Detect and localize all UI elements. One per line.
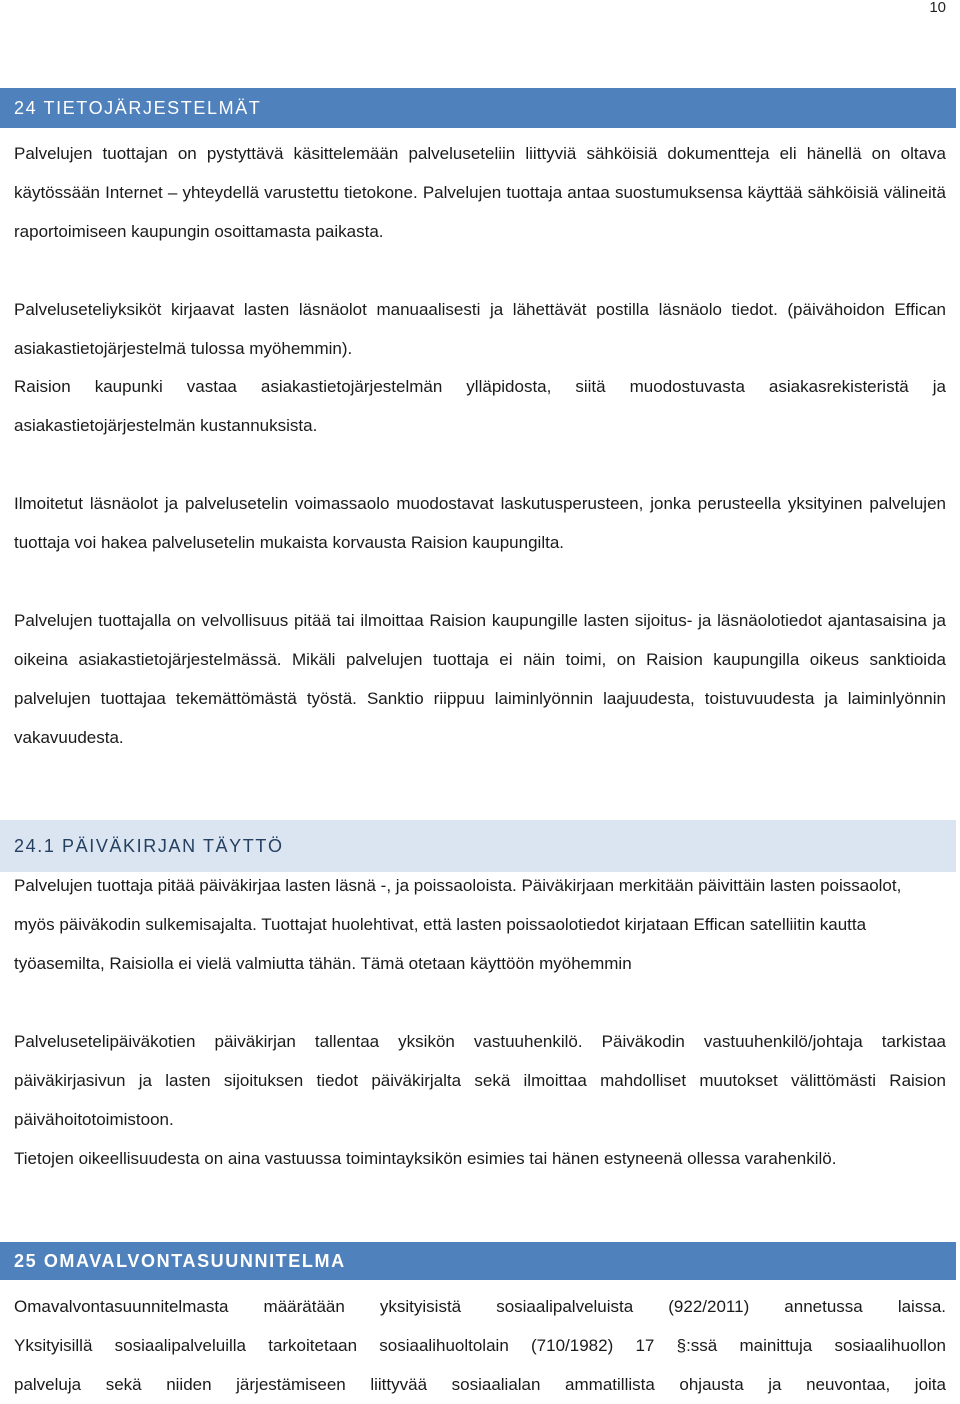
section-25-line-3: palveluja sekä niiden järjestämiseen liittyvää sosiaalialan ammatillista ohjausta ja neuvontaa, joita — [14, 1375, 946, 1394]
section-24-paragraph-1: Palvelujen tuottajan on pystyttävä käsittelemään palveluseteliin liittyviä sähköisiä dokumentteja eli hänellä on oltava käytössään Internet – yhteydellä varustettu tietokone. Palvelujen tuottaja antaa suostumuksensa käyttää sähköisiä välineitä raportoimiseen kaupungin osoittamasta paikasta. — [14, 144, 946, 241]
section-24-paragraph-2: Palveluseteliyksiköt kirjaavat lasten läsnäolot manuaalisesti ja lähettävät postilla läsnäolo tiedot. (päivähoidon Effican asiakastietojärjestelmä tulossa myöhemmin). — [14, 300, 946, 358]
section-24-1-paragraph-1: Palvelujen tuottaja pitää päiväkirjaa lasten läsnä -, ja poissaoloista. Päiväkirjaan merkitään päivittäin lasten poissaolot, myös päiväkodin sulkemisajalta. Tuottajat huolehtivat, että lasten poissaolotiedot kirjataan Effican satelliitin kautta työasemilta, Raisiolla ei vielä valmiutta tähän. Tämä otetaan käyttöön myöhemmin — [14, 876, 902, 973]
section-25-heading — [0, 1242, 956, 1280]
section-24-1-heading-text: 24.1 PÄIVÄKIRJAN TÄYTTÖ — [14, 835, 284, 856]
section-25-line-1: Omavalvontasuunnitelmasta määrätään yksityisistä sosiaalipalveluista (922/2011) annetussa laissa. — [14, 1297, 946, 1316]
section-25-line-2: Yksityisillä sosiaalipalveluilla tarkoitetaan sosiaalihuoltolain (710/1982) 17 §:ssä mainittuja sosiaalihuollon — [14, 1336, 946, 1355]
section-24-paragraph-3: Raision kaupunki vastaa asiakastietojärjestelmän ylläpidosta, siitä muodostuvasta asiakasrekisteristä ja asiakastietojärjestelmän kustannuksista. — [14, 377, 946, 435]
section-24-1-heading — [0, 820, 956, 872]
section-24-paragraph-5: Palvelujen tuottajalla on velvollisuus pitää tai ilmoittaa Raision kaupungille lasten sijoitus- ja läsnäolotiedot ajantasaisina ja oikeina asiakastietojärjestelmässä. Mikäli palvelujen tuottaja ei näin toimi, on Raision kaupungilla oikeus sanktioida palvelujen tuottajaa tekemättömästä työstä. Sanktio riippuu laiminlyönnin laajuudesta, toistuvuudesta ja laiminlyönnin vakavuudesta. — [14, 611, 946, 747]
section-24-heading — [0, 88, 956, 128]
page-number: 10 — [929, 0, 946, 16]
section-24-1-paragraph-3: Tietojen oikeellisuudesta on aina vastuussa toimintayksikön esimies tai hänen estyneenä ollessa varahenkilö. — [14, 1149, 837, 1168]
section-24-paragraph-4: Ilmoitetut läsnäolot ja palvelusetelin voimassaolo muodostavat laskutusperusteen, jonka perusteella yksityinen palvelujen tuottaja voi hakea palvelusetelin mukaista korvausta Raision kaupungilta. — [14, 494, 946, 552]
section-24-heading-text: 24 TIETOJÄRJESTELMÄT — [14, 97, 262, 118]
section-24-1-paragraph-2: Palvelusetelipäiväkotien päiväkirjan tallentaa yksikön vastuuhenkilö. Päiväkodin vastuuhenkilö/johtaja tarkistaa päiväkirjasivun ja lasten sijoituksen tiedot päiväkirjalta sekä ilmoittaa mahdolliset muutokset välittömästi Raision päivähoitotoimistoon. — [14, 1032, 946, 1129]
section-25-heading-text: 25 OMAVALVONTASUUNNITELMA — [14, 1250, 346, 1271]
